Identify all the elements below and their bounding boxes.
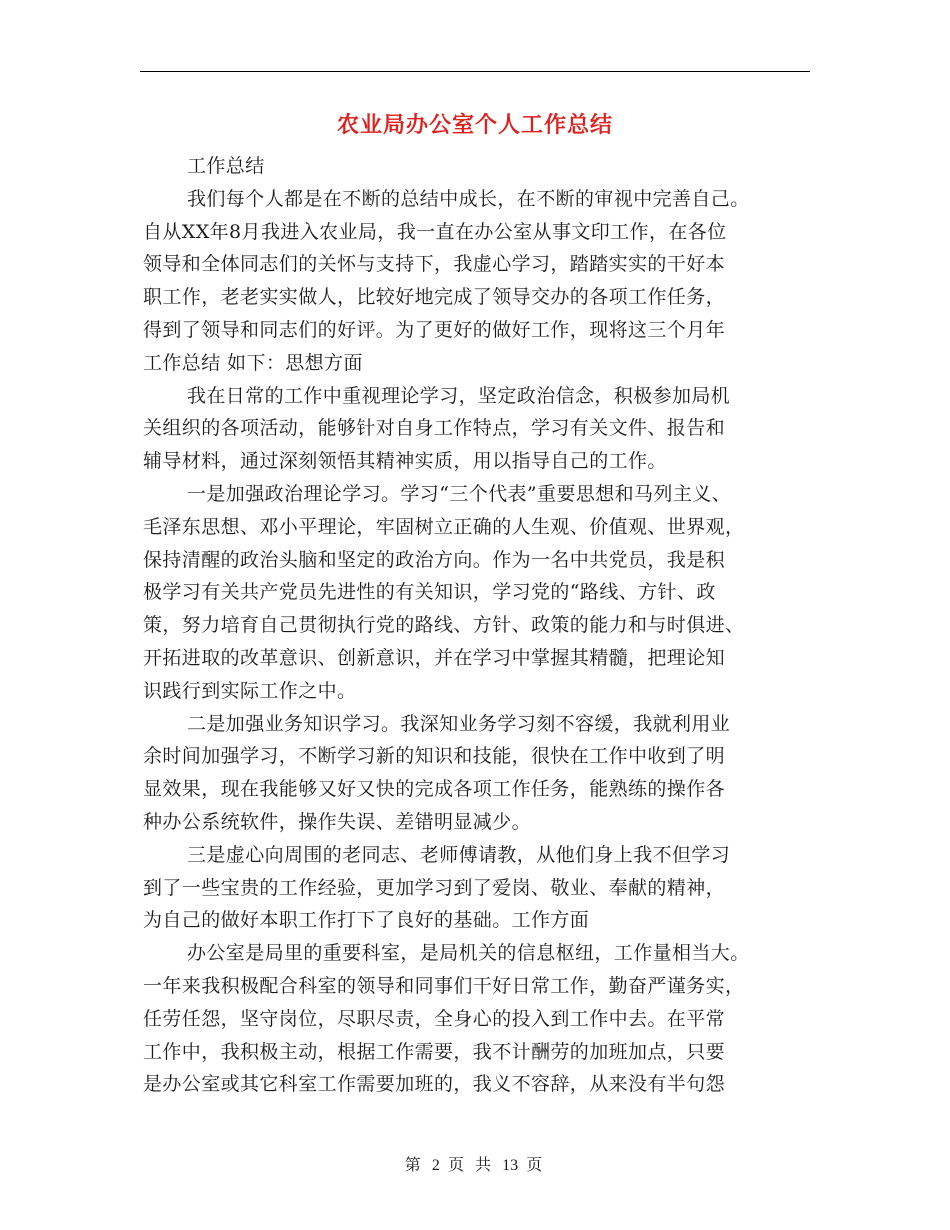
text-line: 是办公室或其它科室工作需要加班的，我义不容辞，从来没有半句怨 (143, 1073, 726, 1096)
text-line: 保持清醒的政治头脑和坚定的政治方向。作为一名中共党员，我是积 (143, 548, 726, 571)
page-footer (0, 1152, 950, 1175)
document-title: 农业局办公室个人工作总结 (336, 112, 613, 138)
footer-suffix: 页 (526, 1155, 546, 1174)
footer-prefix: 第 (404, 1155, 424, 1174)
text-line: 一是加强政治理论学习。学习“三个代表”重要思想和马列主义、 (187, 482, 732, 505)
text-line: 我们每个人都是在不断的总结中成长，在不断的审视中完善自己。 (187, 187, 750, 210)
text-line: 到了一些宝贵的工作经验，更加学习到了爱岗、敬业、奉献的精神， (143, 876, 726, 899)
text-line: 识践行到实际工作之中。 (143, 679, 357, 702)
text-line: 余时间加强学习，不断学习新的知识和技能，很快在工作中收到了明 (143, 745, 726, 768)
text-line: 策，努力培育自己贯彻执行党的路线、方针、政策的能力和与时俱进、 (143, 614, 745, 637)
text-line: 自从XX年8月我进入农业局，我一直在办公室从事文印工作，在各位 (143, 220, 727, 243)
text-line: 三是虚心向周围的老同志、老师傅请教，从他们身上我不但学习 (187, 843, 731, 866)
text-line: 工作总结 (187, 155, 265, 177)
footer-total-pages: 13 (502, 1157, 519, 1174)
text-line: 毛泽东思想、邓小平理论，牢固树立正确的人生观、价值观、世界观， (143, 515, 745, 538)
text-line: 开拓进取的改革意识、创新意识，并在学习中掌握其精髓，把理论知 (143, 646, 726, 669)
text-line: 工作总结 如下：思想方面 (143, 351, 363, 374)
text-line: 二是加强业务知识学习。我深知业务学习刻不容缓，我就利用业 (187, 712, 731, 735)
header-rule (140, 71, 810, 72)
text-line: 为自己的做好本职工作打下了良好的基础。工作方面 (143, 909, 590, 932)
text-line: 我在日常的工作中重视理论学习，坚定政治信念，积极参加局机 (187, 384, 731, 407)
text-line: 一年来我积极配合科室的领导和同事们干好日常工作，勤奋严谨务实， (143, 974, 745, 997)
text-line: 任劳任怨，坚守岗位，尽职尽责，全身心的投入到工作中去。在平常 (143, 1007, 726, 1030)
text-line: 办公室是局里的重要科室，是局机关的信息枢纽，工作量相当大。 (187, 942, 750, 965)
text-line: 显效果，现在我能够又好又快的完成各项工作任务，能熟练的操作各 (143, 778, 726, 801)
text-line: 职工作，老老实实做人，比较好地完成了领导交办的各项工作任务， (143, 286, 726, 309)
text-line: 得到了领导和同志们的好评。为了更好的做好工作，现将这三个月年 (143, 318, 726, 341)
text-line: 极学习有关共产党员先进性的有关知识，学习党的“路线、方针、政 (143, 581, 716, 604)
footer-middle: 页 共 (447, 1155, 495, 1174)
document-body (143, 150, 813, 1101)
text-line: 种办公系统软件，操作失误、差错明显减少。 (143, 810, 532, 833)
text-line: 工作中，我积极主动，根据工作需要，我不计酬劳的加班加点，只要 (143, 1040, 726, 1063)
footer-current-page: 2 (431, 1157, 440, 1174)
text-line: 关组织的各项活动，能够针对自身工作特点，学习有关文件、报告和 (143, 417, 726, 440)
text-line: 领导和全体同志们的关怀与支持下，我虚心学习，踏踏实实的干好本 (143, 253, 726, 276)
text-line: 辅导材料，通过深刻领悟其精神实质，用以指导自己的工作。 (143, 450, 667, 473)
